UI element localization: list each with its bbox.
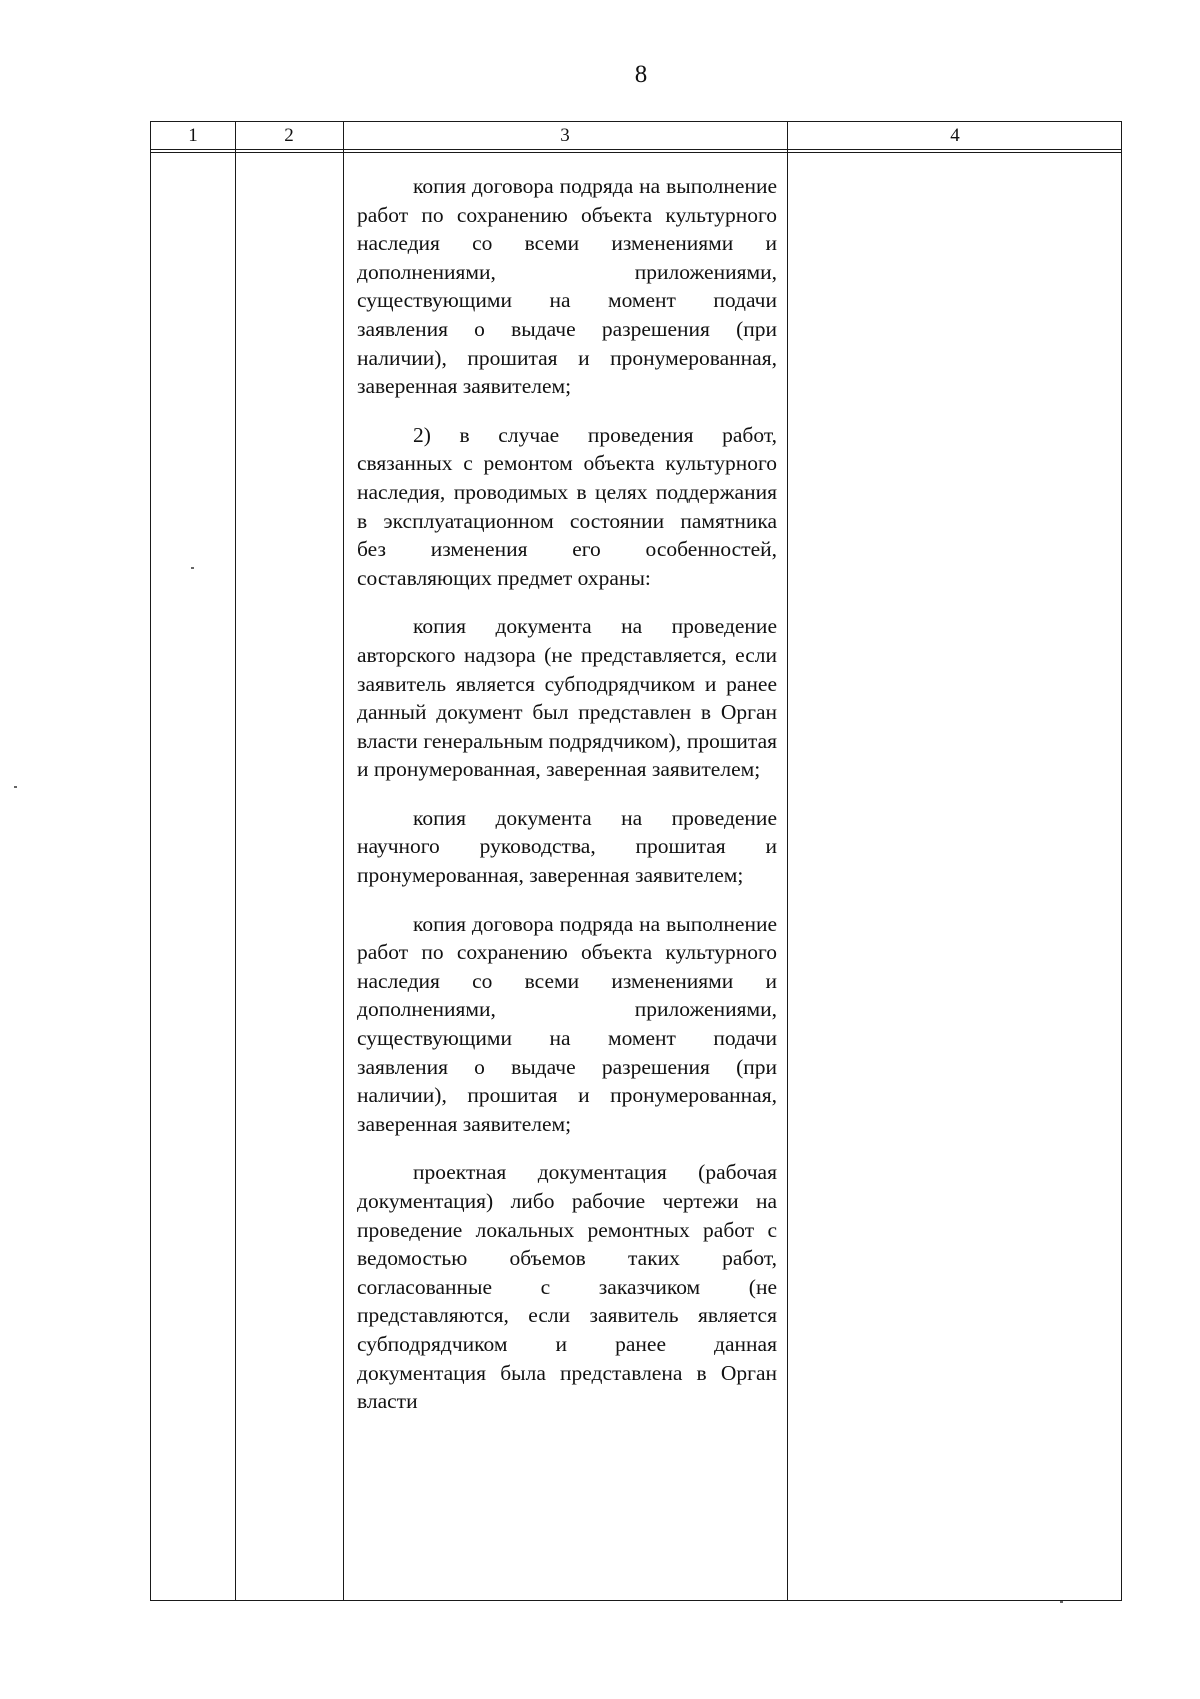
page-number: 8 — [634, 61, 648, 88]
column-divider — [235, 122, 236, 1600]
scan-speck — [1060, 1601, 1063, 1603]
paragraph: копия договора подряда на выполнение работ по сохранению объекта культурного наследия со всеми изменениями и дополнениями, приложениями, существующими на момент подачи заявления о выдаче разрешения (при наличии), прошитая и пронумерованная, заверенная заявителем; — [357, 174, 777, 399]
header-divider — [151, 149, 1121, 150]
column-header-2: 2 — [284, 125, 294, 146]
column-divider — [787, 122, 788, 1600]
scan-speck — [14, 786, 17, 788]
header-divider — [151, 152, 1121, 153]
paragraph: 2) в случае проведения работ, связанных с ремонтом объекта культурного наследия, проводимых в целях поддержания в эксплуатационном состоянии памятника без изменения его особенностей, составляющих предмет охраны: — [357, 422, 777, 590]
paragraph: копия договора подряда на выполнение работ по сохранению объекта культурного наследия со всеми изменениями и дополнениями, приложениями, существующими на момент подачи заявления о выдаче разрешения (при наличии), прошитая и пронумерованная, заверенная заявителем; — [357, 911, 777, 1136]
paragraph: проектная документация (рабочая документация) либо рабочие чертежи на проведение локальных ремонтных работ с ведомостью объемов таких работ, согласованные с заказчиком (не представляются, если заявитель является субподрядчиком и ранее данная документация была представлена в Орган власти — [357, 1160, 777, 1414]
scan-speck — [191, 567, 194, 569]
column-header-1: 1 — [188, 125, 198, 146]
column-3-cell — [357, 172, 777, 1416]
document-table — [150, 121, 1122, 1601]
paragraph: копия документа на проведение авторского надзора (не представляется, если заявитель является субподрядчиком и ранее данный документ был представлен в Орган власти генеральным подрядчиком), прошитая и пронумерованная, заверенная заявителем; — [357, 614, 777, 782]
column-divider — [343, 122, 344, 1600]
column-header-4: 4 — [950, 125, 960, 146]
paragraph: копия документа на проведение научного руководства, прошитая и пронумерованная, заверенная заявителем; — [357, 805, 777, 888]
column-header-3: 3 — [560, 125, 570, 146]
